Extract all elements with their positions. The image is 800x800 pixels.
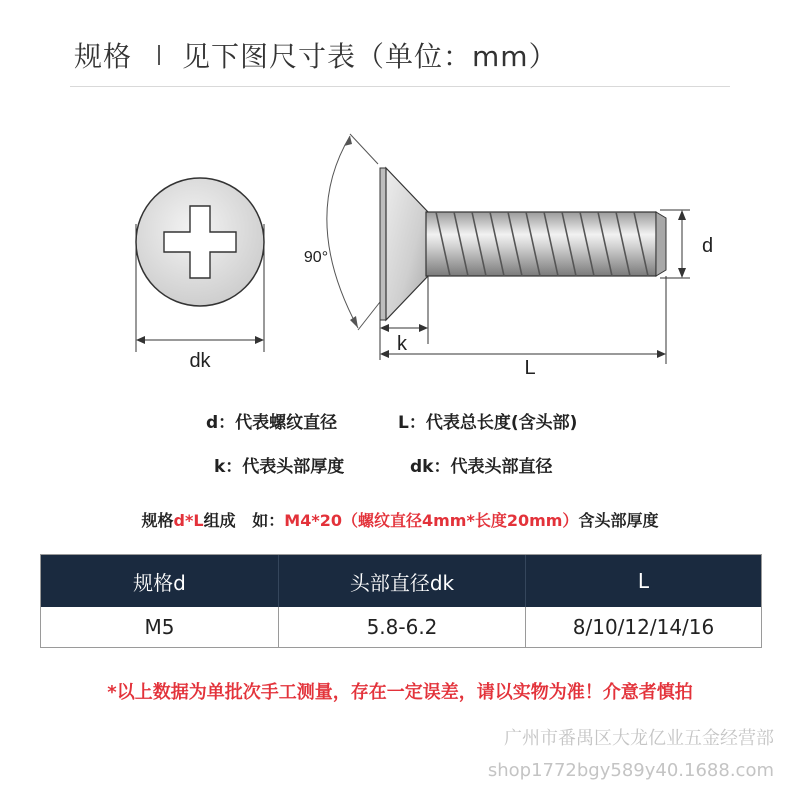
screw-head-top-view <box>136 178 264 372</box>
header-title: 见下图尺寸表（单位：mm） <box>182 40 558 73</box>
legend-L: L：代表总长度(含头部) <box>398 413 578 433</box>
angle-label: 90° <box>303 249 329 266</box>
watermark-shop-name: 广州市番禺区大龙亿业五金经营部 <box>504 728 774 749</box>
screw-side-view <box>380 168 713 379</box>
header-divider <box>158 45 160 65</box>
legend-d: d：代表螺纹直径 <box>206 413 338 433</box>
watermark-shop-url: shop1772bgy589y40.1688.com <box>487 760 774 781</box>
countersink-angle <box>304 134 380 330</box>
measurement-disclaimer: *以上数据为单批次手工测量，存在一定误差，请以实物为准！介意者慎拍 <box>107 682 693 703</box>
legend-k: k：代表头部厚度 <box>214 457 345 477</box>
table-header-cell: L <box>525 555 761 607</box>
spec-middle: 组成 如： <box>203 511 285 530</box>
table-cell: M5 <box>144 615 175 639</box>
L-label: L <box>524 357 536 379</box>
spec-example: M4*20（螺纹直径4mm*长度20mm） <box>284 511 579 530</box>
screw-dimension-diagram <box>0 120 800 390</box>
table-cell: 5.8-6.2 <box>278 607 525 647</box>
header-rule <box>70 86 730 87</box>
spec-explanation <box>0 508 800 531</box>
header-label: 规格 <box>74 40 133 73</box>
legend-dk: dk：代表头部直径 <box>410 457 553 477</box>
table-header-row <box>41 555 761 607</box>
table-cell: 8/10/12/14/16 <box>525 607 761 647</box>
dk-label: dk <box>189 350 211 372</box>
page-header <box>74 30 558 80</box>
table-row <box>41 607 761 647</box>
k-label: k <box>397 333 407 355</box>
d-label: d <box>702 235 714 257</box>
spec-suffix: 含头部厚度 <box>578 511 659 530</box>
table-header-cell: 规格d <box>133 570 186 595</box>
table-header-cell: 头部直径dk <box>278 555 525 607</box>
spec-prefix: 规格 <box>141 511 174 530</box>
size-table <box>40 554 762 648</box>
screw-diagram-svg <box>0 120 800 390</box>
spec-dl: d*L <box>173 511 204 530</box>
